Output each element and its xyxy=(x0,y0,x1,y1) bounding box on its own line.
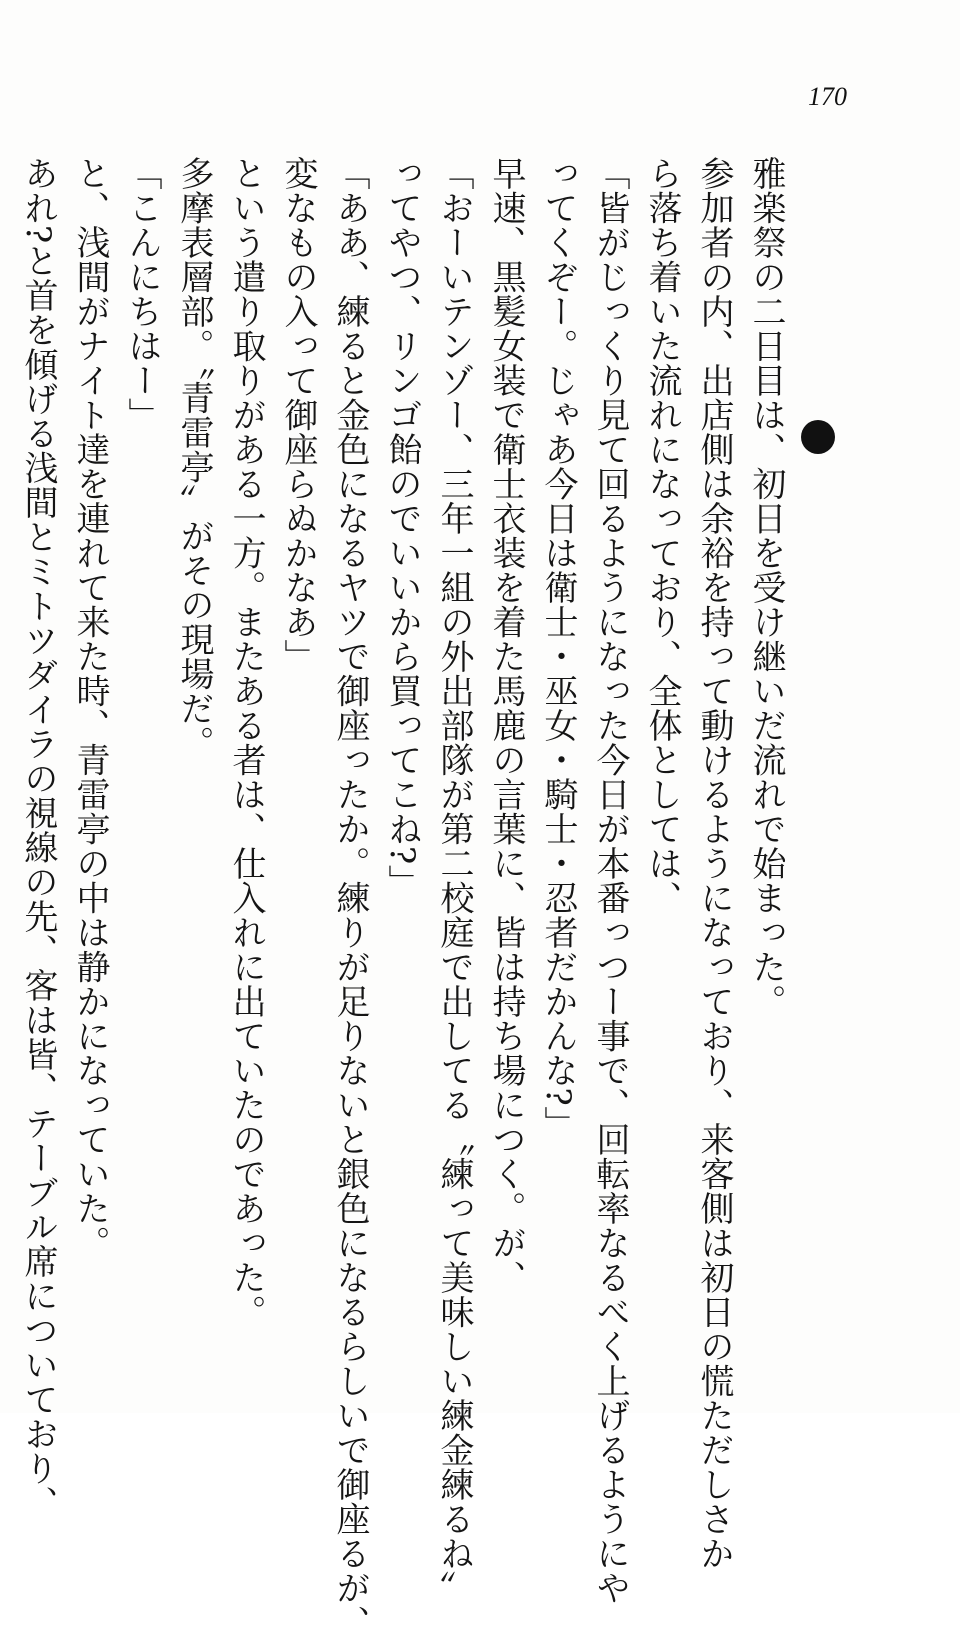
text-line: 「こんにちはー」 xyxy=(122,156,162,432)
text-line: ってやつ、リンゴ飴のでいいから買ってこね?」 xyxy=(382,156,422,900)
text-line: ってくぞー。じゃあ今日は衛士・巫女・騎士・忍者だかんな?」 xyxy=(538,156,578,1141)
text-line: 参加者の内、出店側は余裕を持って動けるようになっており、来客側は初日の慌ただしさか xyxy=(694,156,734,1571)
text-line: 雅楽祭の二日目は、初日を受け継いだ流れで始まった。 xyxy=(746,156,786,1019)
text-line: 変なもの入って御座らぬかなあ」 xyxy=(278,156,318,674)
text-line: と、浅間がナイト達を連れて来た時、青雷亭の中は静かになっていた。 xyxy=(70,156,110,1260)
body-text xyxy=(18,156,792,1640)
text-line: 早速、黒髪女装で衛士衣装を着た馬鹿の言葉に、皆は持ち場につく。が、 xyxy=(486,156,526,1295)
text-line: ら落ち着いた流れになっており、全体としては、 xyxy=(642,156,682,915)
text-line: 「ああ、練ると金色になるヤツで御座ったか。練りが足りないと銀色になるらしいで御座るが、 xyxy=(330,156,370,1640)
text-line: という遣り取りがある一方。またある者は、仕入れに出ていたのであった。 xyxy=(226,156,266,1329)
text-line: 多摩表層部。〝青雷亭〟がその現場だ。 xyxy=(174,156,214,760)
text-line: 「おーいテンゾー、三年一組の外出部隊が第二校庭で出してる〝練って美味しい練金練るね〟 xyxy=(434,156,474,1605)
text-line: あれ?と首を傾げる浅間とミトツダイラの視線の先、客は皆、テーブル席についており、 xyxy=(18,156,58,1521)
page-number: 170 xyxy=(808,82,847,111)
bullet-mark-icon xyxy=(801,420,835,454)
text-line: 「皆がじっくり見て回るようになった今日が本番っつー事で、回転率なるべく上げるようにや xyxy=(590,156,630,1605)
